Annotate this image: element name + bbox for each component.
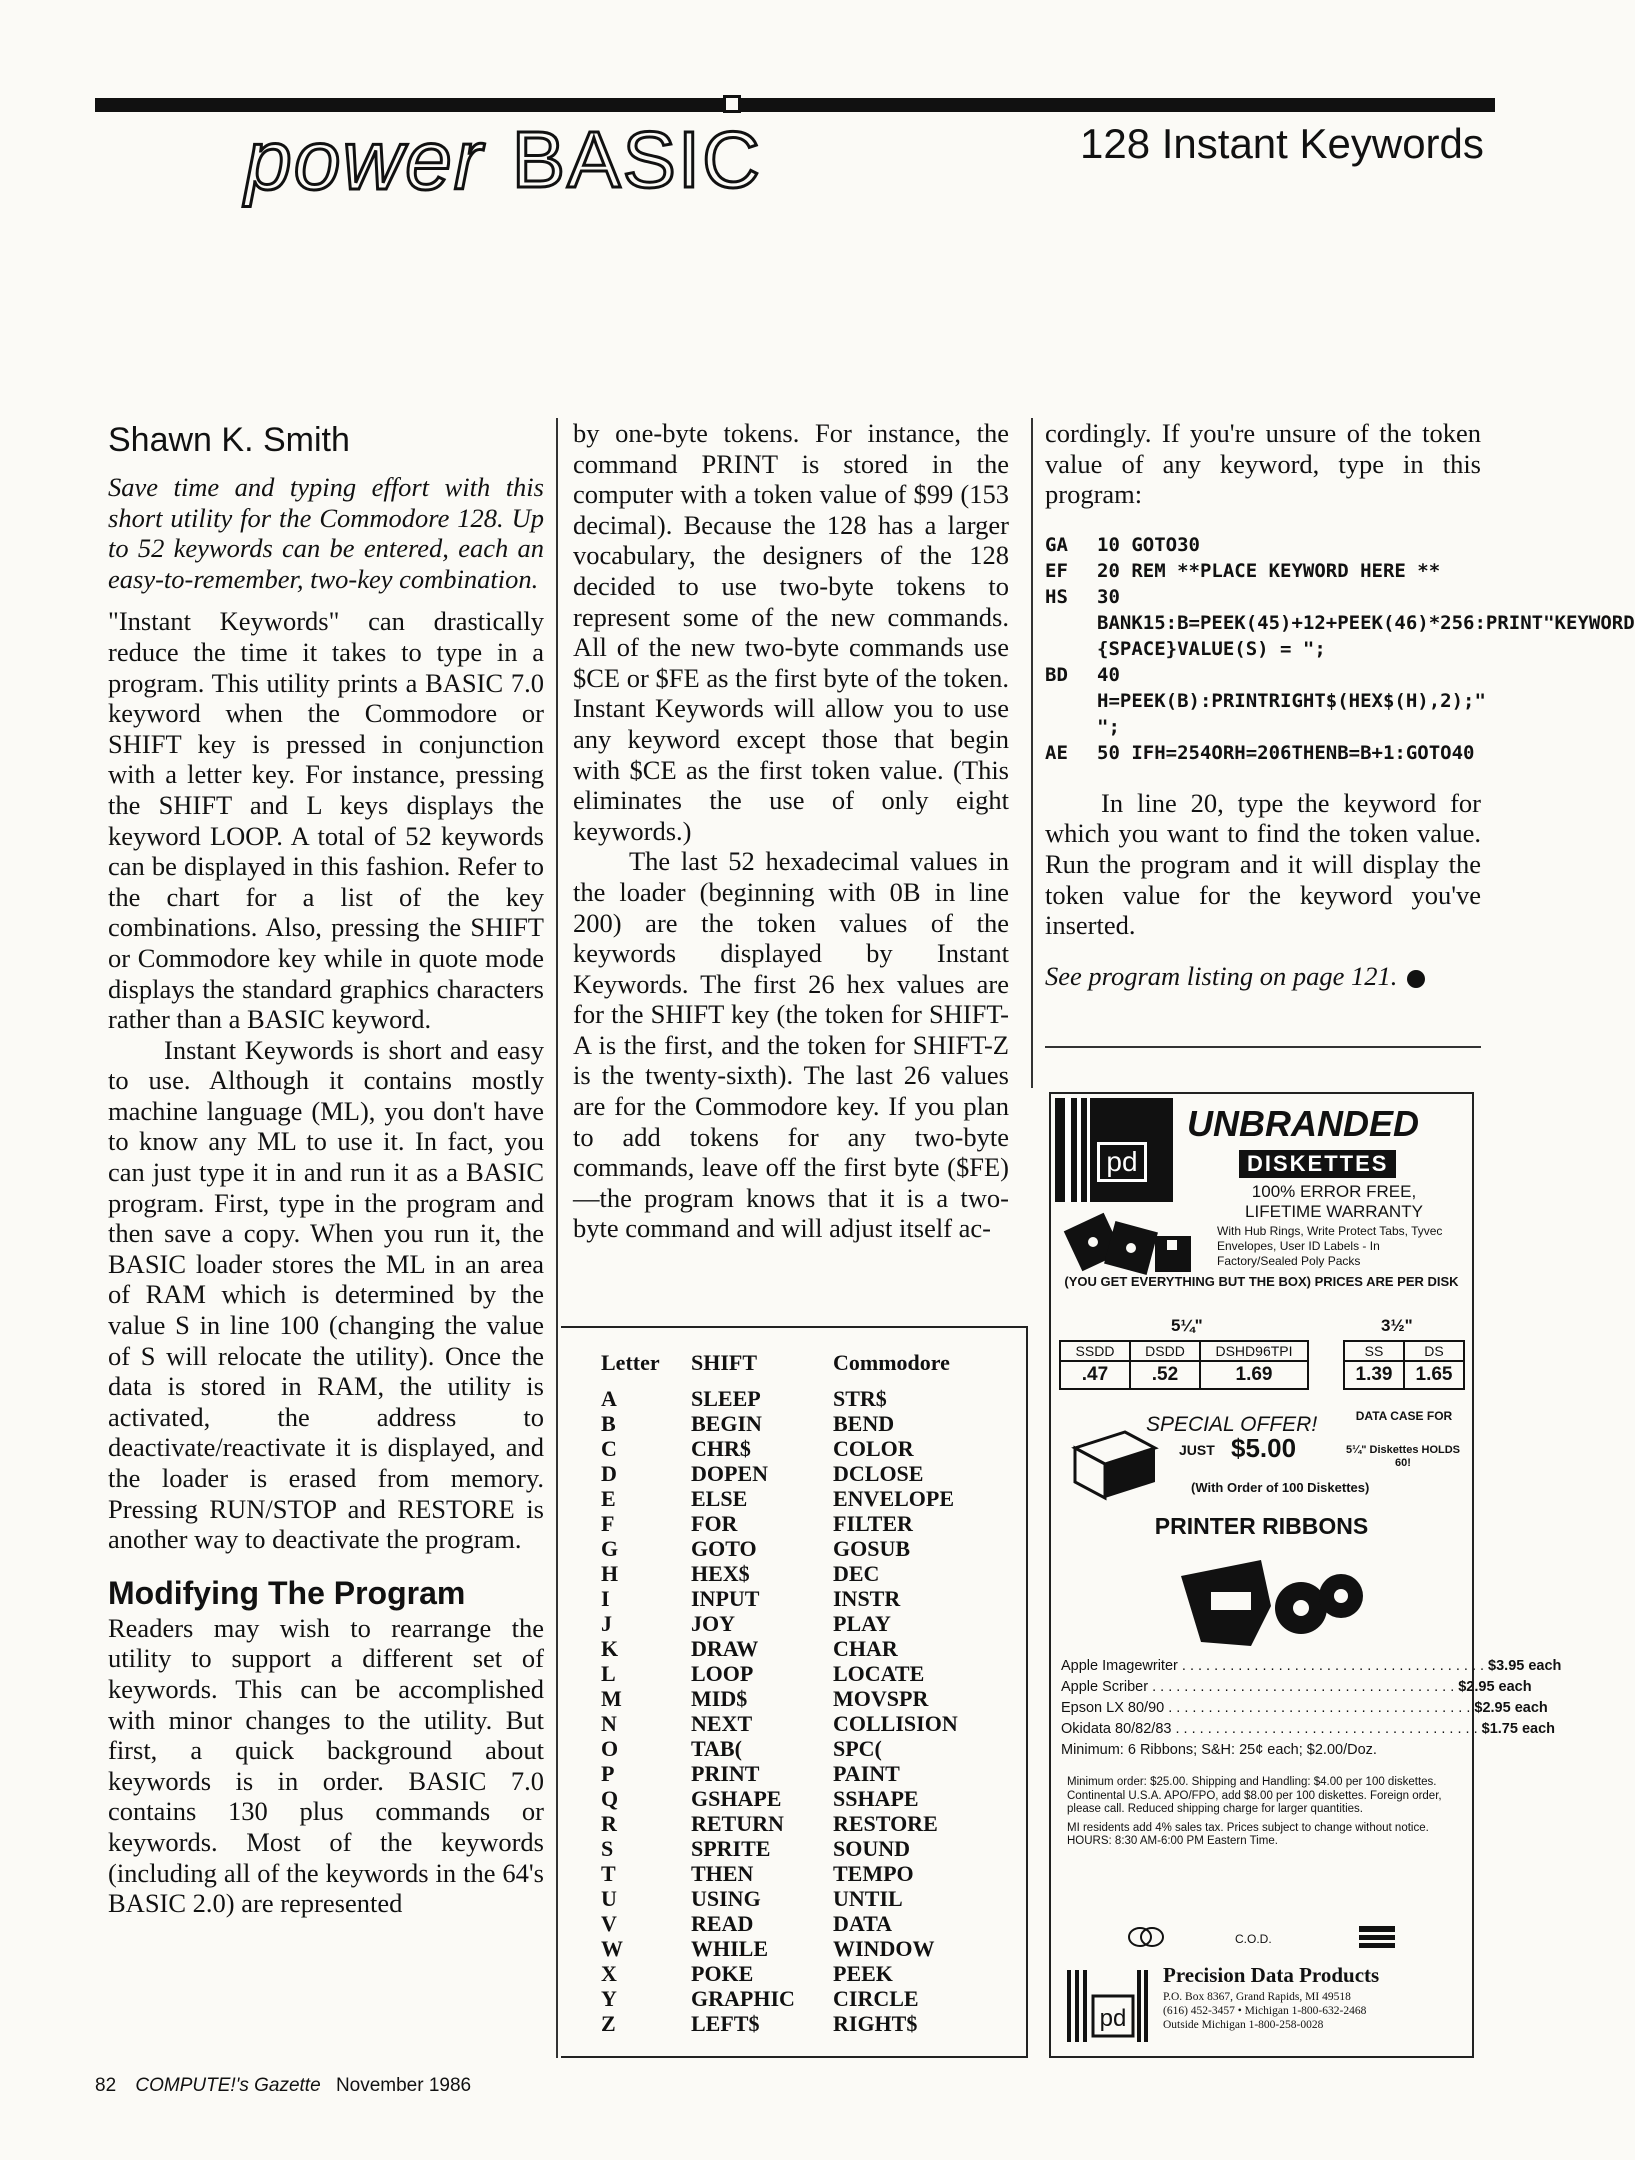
commodore-keyword-cell: PEEK	[833, 1961, 893, 1986]
letter-cell: R	[601, 1811, 617, 1836]
special-offer: SPECIAL OFFER!	[1146, 1413, 1318, 1436]
header-letter: Letter	[601, 1350, 660, 1375]
just-label: JUST	[1179, 1442, 1215, 1458]
header-shift: SHIFT	[691, 1350, 758, 1375]
shift-keyword-cell: CHR$	[691, 1436, 751, 1461]
ribbon-minimum: Minimum: 6 Ribbons; S&H: 25¢ each; $2.00/Doz.	[1061, 1742, 1377, 1758]
ribbon-illustration	[1161, 1546, 1361, 1656]
offer-price: $5.00	[1231, 1433, 1297, 1463]
keyword-row	[561, 1711, 1026, 1736]
shift-keyword-cell: JOY	[691, 1611, 735, 1636]
price-header: SSDD	[1060, 1341, 1130, 1361]
credit-text: See program listing on page 121.	[1045, 960, 1398, 991]
body-paragraph: cordingly. If you're unsure of the token value of any keyword, type in this program:	[1045, 418, 1481, 510]
pd-logo	[1055, 1098, 1173, 1202]
show-through-background	[150, 110, 180, 250]
checksum: BD	[1045, 663, 1068, 686]
letter-cell: N	[601, 1711, 617, 1736]
subhead: Modifying The Program	[108, 1574, 466, 1611]
page-number: 82	[95, 2075, 117, 2096]
features-text: With Hub Rings, Write Protect Tabs, Tyvec Envelopes, User ID Labels - In Factory/Sealed Poly Packs	[1217, 1224, 1443, 1268]
commodore-keyword-cell: WINDOW	[833, 1936, 935, 1961]
commodore-keyword-cell: SOUND	[833, 1836, 911, 1861]
body-paragraph: Instant Keywords is short and easy to use. Although it contains mostly machine language (ML), you don't have to know any ML to use it. In fact, you can just type it in and run it as a BASIC program. First, type in the program and then save a copy. When you run it, the BASIC loader stores the ML in an area of RAM which is determined by the value S in line 100 (changing the value of S will relocate the utility). Once the data is stored in RAM, the utility is activated, the address to deactivate/reactivate it is displayed, and the loader is erased from memory. Pressing RUN/STOP and RESTORE is another way to deactivate the program.	[108, 1034, 544, 1555]
ribbon-name: Apple Imagewriter . . .	[1061, 1656, 1484, 1677]
logo-word-power: power	[245, 113, 484, 207]
credit-card-icon	[1127, 1926, 1165, 1948]
keyword-row	[561, 1561, 1026, 1586]
letter-cell: X	[601, 1961, 617, 1986]
ribbon-item	[1061, 1677, 1532, 1698]
body-paragraph: In line 20, type the keyword for which you want to find the token value. Run the program and it will display the token value for the keyword you've inserted.	[1045, 787, 1481, 941]
code-text: 20 REM **PLACE KEYWORD HERE **	[1097, 559, 1441, 582]
company-phone: (616) 452-3457 • Michigan 1-800-632-2468	[1163, 2005, 1367, 2017]
commodore-keyword-cell: DCLOSE	[833, 1461, 924, 1486]
letter-cell: E	[601, 1486, 616, 1511]
commodore-keyword-cell: DATA	[833, 1911, 893, 1936]
keyword-row	[561, 1636, 1026, 1661]
shift-keyword-cell: USING	[691, 1886, 761, 1911]
keyword-row	[561, 1536, 1026, 1561]
commodore-keyword-cell: PLAY	[833, 1611, 891, 1636]
ad-title: UNBRANDED	[1187, 1103, 1419, 1144]
commodore-keyword-cell: INSTR	[833, 1586, 901, 1611]
company-phone-outside: Outside Michigan 1-800-258-0028	[1163, 2019, 1324, 2031]
letter-cell: B	[601, 1411, 616, 1436]
diskette-advertisement	[1049, 1092, 1562, 2058]
shift-keyword-cell: DRAW	[691, 1636, 759, 1661]
issue-date: November 1986	[335, 2075, 472, 2096]
code-line	[1045, 558, 1481, 584]
keyword-table-header	[561, 1348, 1026, 1378]
keyword-row	[561, 1886, 1026, 1911]
letter-cell: L	[601, 1661, 616, 1686]
with-order-note: (With Order of 100 Diskettes)	[1191, 1480, 1370, 1495]
keyword-table-body	[561, 1386, 1026, 2036]
letter-cell: D	[601, 1461, 617, 1486]
price-value: 1.69	[1200, 1361, 1308, 1389]
shift-keyword-cell: FOR	[691, 1511, 738, 1536]
header-rule-marker	[723, 95, 741, 113]
column-rule-horizontal	[1045, 1046, 1481, 1048]
code-text: 50 IFH=254ORH=206THENB=B+1:GOTO40	[1097, 741, 1475, 764]
ribbon-name: Okidata 80/82/83 . . .	[1061, 1719, 1478, 1740]
keyword-row	[561, 1761, 1026, 1786]
price-value: 1.65	[1404, 1361, 1464, 1389]
keyword-row	[561, 1986, 1026, 2011]
code-text: 10 GOTO30	[1097, 533, 1200, 556]
ribbon-price: $1.75 each	[1481, 1721, 1555, 1737]
ribbon-item	[1061, 1698, 1548, 1719]
article-title: 128 Instant Keywords	[1080, 120, 1484, 167]
keyword-row	[561, 1611, 1026, 1636]
letter-cell: Y	[601, 1986, 617, 2011]
letter-cell: A	[601, 1386, 617, 1411]
column-rule-left	[556, 418, 558, 2058]
keyword-row	[561, 1736, 1026, 1761]
keyword-row	[561, 1511, 1026, 1536]
price-value: .52	[1130, 1361, 1200, 1389]
price-header: DSDD	[1130, 1341, 1200, 1361]
commodore-keyword-cell: ENVELOPE	[833, 1486, 955, 1511]
shift-keyword-cell: READ	[691, 1911, 754, 1936]
keyword-row	[561, 1586, 1026, 1611]
diskette-icon	[1155, 1236, 1191, 1272]
guarantee-text: 100% ERROR FREE, LIFETIME WARRANTY	[1245, 1182, 1423, 1221]
checksum: GA	[1045, 533, 1068, 556]
company-contact	[1163, 1990, 1366, 2032]
diskette-icon	[1104, 1221, 1158, 1275]
letter-cell: G	[601, 1536, 619, 1561]
letter-cell: J	[601, 1611, 612, 1636]
keyword-table	[561, 1326, 1028, 2058]
shift-keyword-cell: BEGIN	[691, 1411, 762, 1436]
price-table-525	[1059, 1340, 1309, 1390]
company-address: P.O. Box 8367, Grand Rapids, MI 49518	[1163, 1991, 1351, 2003]
svg-text:pd: pd	[1099, 2005, 1127, 2032]
printer-ribbons-title: PRINTER RIBBONS	[1154, 1513, 1369, 1539]
header-rule	[95, 98, 1495, 112]
commodore-keyword-cell: BEND	[833, 1411, 895, 1436]
body-paragraph: by one-byte tokens. For instance, the command PRINT is stored in the computer with a token value of $99 (153 decimal). Because the 128 has a larger vocabulary, the designers of the 128 decided to use two-byte tokens to represent some of the new commands. All of the new two-byte commands use $CE or $FE as the first byte of the token. Instant Keywords will allow you to use any keyword except those that begin with $CE as the first token value. (This eliminates the use of only eight keywords.)	[573, 418, 1009, 846]
shift-keyword-cell: GRAPHIC	[691, 1986, 795, 2011]
ribbon-item	[1061, 1719, 1555, 1740]
letter-cell: O	[601, 1736, 619, 1761]
card-logo-icon	[1357, 1924, 1397, 1950]
precision-data-logo	[1065, 1966, 1149, 2048]
company-name: Precision Data Products	[1163, 1963, 1380, 1987]
cod-label: C.O.D.	[1235, 1932, 1272, 1946]
ad-badge: DISKETTES	[1239, 1150, 1396, 1178]
ribbon-price: $2.95 each	[1458, 1679, 1532, 1695]
checksum: EF	[1045, 559, 1068, 582]
shift-keyword-cell: GSHAPE	[691, 1786, 782, 1811]
keyword-row	[561, 1686, 1026, 1711]
fine-print-tax: MI residents add 4% sales tax. Prices subject to change without notice. HOURS: 8:30 AM-6:00 PM Eastern Time.	[1067, 1821, 1429, 1847]
commodore-keyword-cell: COLLISION	[833, 1711, 958, 1736]
checksum: HS	[1045, 585, 1068, 608]
end-mark-icon	[1407, 970, 1425, 988]
body-paragraph: "Instant Keywords" can drastically reduce the time it takes to type in a program. This utility prints a BASIC 7.0 keyword when the Commodore or SHIFT key is pressed in conjunction with a letter key. For instance, pressing the SHIFT and L keys displays the keyword LOOP. A total of 52 keywords can be displayed in this fashion. Refer to the chart for a list of the key combinations. Also, pressing the SHIFT or Commodore key while in quote mode displays the standard graphics characters rather than a BASIC keyword.	[108, 606, 544, 1035]
letter-cell: K	[601, 1636, 619, 1661]
pd-logo-text: pd	[1097, 1142, 1147, 1182]
keyword-row	[561, 1386, 1026, 1411]
keyword-row	[561, 1836, 1026, 1861]
commodore-keyword-cell: RESTORE	[833, 1811, 938, 1836]
letter-cell: T	[601, 1861, 616, 1886]
ribbon-item	[1061, 1656, 1562, 1677]
commodore-keyword-cell: LOCATE	[833, 1661, 925, 1686]
program-listing-reference	[1045, 961, 1481, 992]
commodore-keyword-cell: CHAR	[833, 1636, 898, 1661]
letter-cell: P	[601, 1761, 615, 1786]
shift-keyword-cell: SLEEP	[691, 1386, 761, 1411]
commodore-keyword-cell: GOSUB	[833, 1536, 911, 1561]
fine-print-shipping: Minimum order: $25.00. Shipping and Handling: $4.00 per 100 diskettes. Continental U.S.A. APO/FPO, add $8.00 per 100 diskettes. Foreign order, please call. Reduced shipping charge for larger quantities.	[1067, 1776, 1442, 1815]
commodore-keyword-cell: SSHAPE	[833, 1786, 919, 1811]
code-line	[1045, 584, 1635, 662]
shift-keyword-cell: HEX$	[691, 1561, 750, 1586]
commodore-keyword-cell: CIRCLE	[833, 1986, 919, 2011]
article-column-2	[573, 418, 1009, 1244]
code-line	[1045, 662, 1486, 740]
shift-keyword-cell: POKE	[691, 1961, 754, 1986]
letter-cell: S	[601, 1836, 614, 1861]
logo-word-basic: BASIC	[511, 115, 762, 204]
shift-keyword-cell: RETURN	[691, 1811, 784, 1836]
letter-cell: U	[601, 1886, 617, 1911]
price-table-35	[1343, 1340, 1465, 1390]
power-basic-logo	[245, 113, 762, 207]
letter-cell: M	[601, 1686, 622, 1711]
header-commodore: Commodore	[833, 1350, 950, 1375]
keyword-row	[561, 1936, 1026, 1961]
checksum: AE	[1045, 741, 1068, 764]
commodore-keyword-cell: DEC	[833, 1561, 880, 1586]
article-column-3	[1045, 418, 1635, 991]
shift-keyword-cell: LEFT$	[691, 2011, 760, 2036]
ribbon-name: Apple Scriber . . .	[1061, 1677, 1454, 1698]
everything-note: (YOU GET EVERYTHING BUT THE BOX) PRICES ARE PER DISK	[1064, 1274, 1459, 1289]
commodore-keyword-cell: RIGHT$	[833, 2011, 918, 2036]
holds-label: 5¼" Diskettes HOLDS 60!	[1345, 1444, 1461, 1469]
size-label-525: 5¼"	[1171, 1316, 1203, 1335]
commodore-keyword-cell: UNTIL	[833, 1886, 903, 1911]
letter-cell: F	[601, 1511, 615, 1536]
commodore-keyword-cell: SPC(	[833, 1736, 882, 1761]
letter-cell: H	[601, 1561, 619, 1586]
price-header: DSHD96TPI	[1200, 1341, 1308, 1361]
shift-keyword-cell: DOPEN	[691, 1461, 768, 1486]
body-paragraph: The last 52 hexadecimal values in the loader (beginning with 0B in line 200) are the token values of the keywords displayed by Instant Keywords. The first 26 hex values are for the SHIFT key (the token for SHIFT-A is the first, and the token for SHIFT-Z is the twenty-sixth). The last 26 values are for the Commodore key. If you plan to add tokens for any two-byte commands, leave off the first byte ($FE)—the program knows that it is a two-byte command and will adjust itself ac-	[573, 846, 1009, 1244]
price-value: 1.39	[1344, 1361, 1404, 1389]
shift-keyword-cell: INPUT	[691, 1586, 760, 1611]
letter-cell: V	[601, 1911, 617, 1936]
commodore-keyword-cell: PAINT	[833, 1761, 900, 1786]
keyword-row	[561, 1661, 1026, 1686]
shift-keyword-cell: THEN	[691, 1861, 754, 1886]
shift-keyword-cell: PRINT	[691, 1761, 760, 1786]
article-deck: Save time and typing effort with this short utility for the Commodore 128. Up to 52 keywords can be entered, each an easy-to-remember, two-key combination.	[108, 472, 544, 594]
page-footer	[95, 2074, 471, 2098]
ribbon-price-list	[1061, 1656, 1562, 1761]
shift-keyword-cell: WHILE	[691, 1936, 769, 1961]
shift-keyword-cell: GOTO	[691, 1536, 757, 1561]
byline: Shawn K. Smith	[108, 421, 350, 459]
price-value: .47	[1060, 1361, 1130, 1389]
price-header: DS	[1404, 1341, 1464, 1361]
commodore-keyword-cell: COLOR	[833, 1436, 914, 1461]
shift-keyword-cell: ELSE	[691, 1486, 748, 1511]
column-rule-right	[1031, 418, 1033, 1088]
letter-cell: Z	[601, 2011, 616, 2036]
letter-cell: C	[601, 1436, 617, 1461]
code-line	[1045, 740, 1481, 766]
keyword-row	[561, 1786, 1026, 1811]
shift-keyword-cell: MID$	[691, 1686, 748, 1711]
shift-keyword-cell: TAB(	[691, 1736, 742, 1761]
keyword-row	[561, 1411, 1026, 1436]
commodore-keyword-cell: FILTER	[833, 1511, 913, 1536]
article-column-1	[108, 418, 544, 1919]
data-case-label: DATA CASE FOR	[1355, 1409, 1453, 1423]
code-text: 40 H=PEEK(B):PRINTRIGHT$(HEX$(H),2);" ";	[1097, 663, 1486, 738]
letter-cell: W	[601, 1936, 623, 1961]
shift-keyword-cell: SPRITE	[691, 1836, 771, 1861]
magazine-name: COMPUTE!'s Gazette	[135, 2075, 321, 2096]
ribbon-name: Epson LX 80/90 . . .	[1061, 1698, 1470, 1719]
commodore-keyword-cell: STR$	[833, 1386, 887, 1411]
code-text: 30 BANK15:B=PEEK(45)+12+PEEK(46)*256:PRINT"KEYWORD {SPACE}VALUE(S) = ";	[1097, 585, 1635, 660]
shift-keyword-cell: NEXT	[691, 1711, 753, 1736]
keyword-row	[561, 1461, 1026, 1486]
keyword-row	[561, 1911, 1026, 1936]
keyword-row	[561, 1861, 1026, 1886]
fine-print	[1067, 1776, 1461, 1854]
commodore-keyword-cell: TEMPO	[833, 1861, 914, 1886]
keyword-row	[561, 2011, 1026, 2036]
ribbon-price: $3.95 each	[1488, 1658, 1562, 1674]
body-paragraph: Readers may wish to rearrange the utility to support a different set of keywords. This can be accomplished with minor changes to the utility. But first, a quick background about keywords is in order. BASIC 7.0 contains 130 plus commands or keywords. Most of the keywords (including all of the keywords in the 64's BASIC 2.0) are represented	[108, 1612, 544, 1919]
shift-keyword-cell: LOOP	[691, 1661, 754, 1686]
size-label-35: 3½"	[1381, 1316, 1413, 1335]
price-header: SS	[1344, 1341, 1404, 1361]
letter-cell: Q	[601, 1786, 619, 1811]
code-line	[1045, 532, 1481, 558]
keyword-row	[561, 1486, 1026, 1511]
commodore-keyword-cell: MOVSPR	[833, 1686, 929, 1711]
keyword-row	[561, 1436, 1026, 1461]
program-listing	[1045, 532, 1635, 766]
letter-cell: I	[601, 1586, 610, 1611]
ribbon-price: $2.95 each	[1474, 1700, 1548, 1716]
keyword-row	[561, 1961, 1026, 1986]
keyword-row	[561, 1811, 1026, 1836]
